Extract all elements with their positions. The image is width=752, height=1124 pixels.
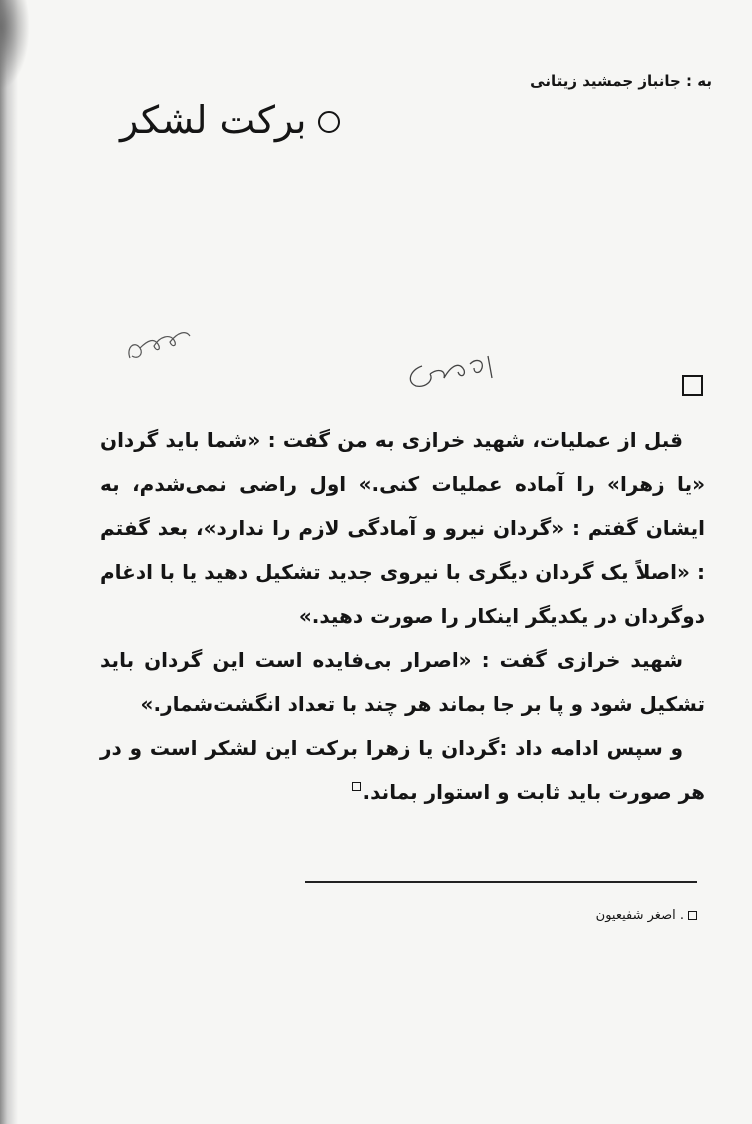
footnote-box-icon bbox=[688, 911, 697, 920]
page-title: برکت لشکر bbox=[120, 98, 307, 142]
footnote-divider bbox=[305, 881, 697, 883]
title-block bbox=[120, 98, 340, 142]
paragraph-text: و سپس ادامه داد :گردان یا زهرا برکت این لشکر است و در هر صورت باید ثابت و استوار بماند. bbox=[100, 736, 705, 804]
dedication: به : جانباز جمشید زیتانی bbox=[530, 72, 712, 90]
handwritten-signature bbox=[400, 344, 500, 394]
section-marker-icon bbox=[682, 375, 703, 396]
paragraph: شهید خرازی گفت : «اصرار بی‌فایده است این گردان باید تشکیل شود و پا بر جا بماند هر چند با تعداد انگشت‌شمار.» bbox=[100, 648, 705, 716]
paragraph: قبل از عملیات، شهید خرازی به من گفت : «شما باید گردان «یا زهرا» را آماده عملیات کنی.» اول راضی نمی‌شدم، به ایشان گفتم : «گردان نیرو و آمادگی لازم را ندارد»، بعد گفتم : «اصلاً یک گردان دیگری با نیروی جدید تشکیل دهید یا با ادغام دوگردان در یکدیگر اینکار را صورت دهید.» bbox=[100, 428, 705, 628]
title-bullet-icon bbox=[318, 111, 340, 133]
page-edge-shadow bbox=[0, 0, 18, 1124]
page-corner-shadow bbox=[0, 0, 30, 90]
paragraph-last bbox=[100, 726, 705, 814]
footnote-text: . اصغر شفیعیون bbox=[595, 908, 684, 923]
handwritten-scribble bbox=[120, 318, 200, 368]
footnote bbox=[596, 908, 697, 923]
body-text bbox=[100, 418, 705, 814]
footnote-marker-icon bbox=[352, 782, 361, 791]
